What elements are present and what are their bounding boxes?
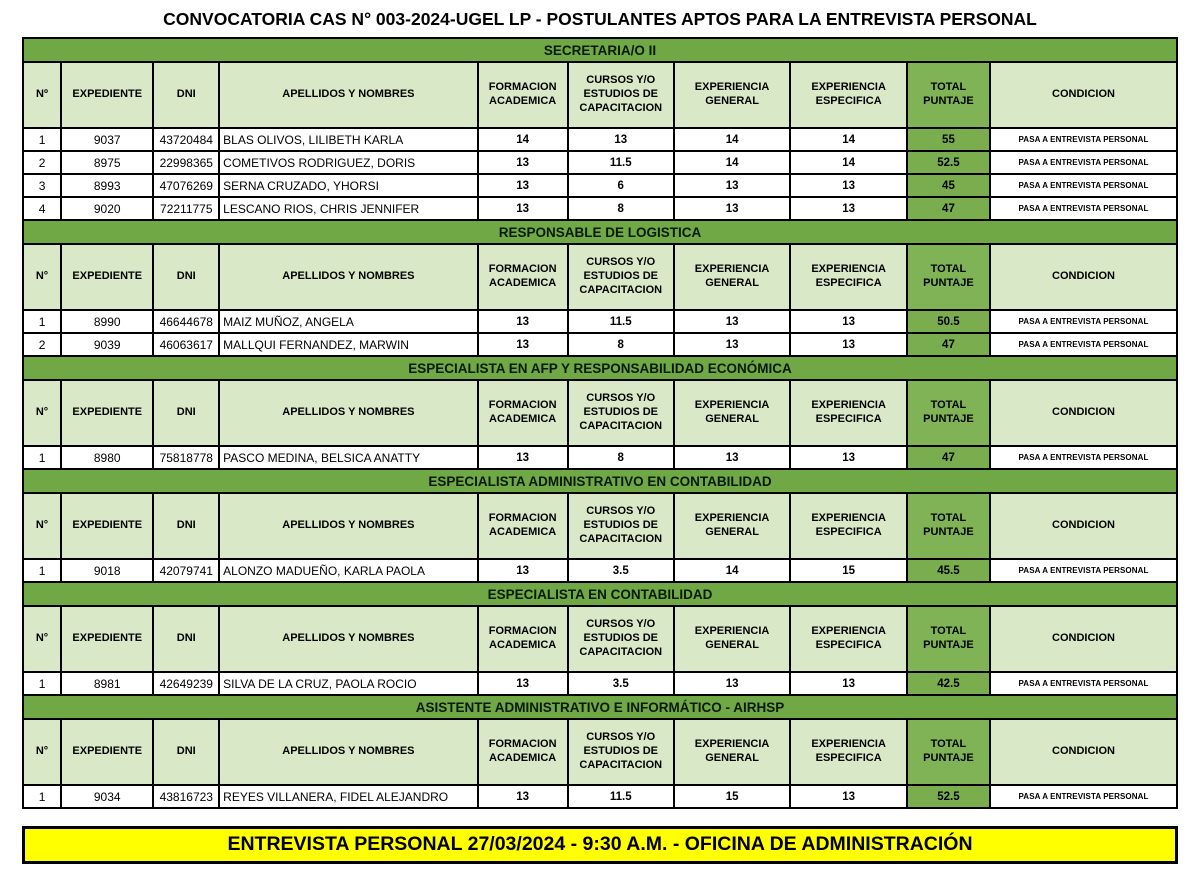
cell-dni: 43720484 bbox=[153, 128, 219, 151]
cell-total: 47 bbox=[907, 446, 990, 469]
cell-total: 52.5 bbox=[907, 151, 990, 174]
cell-cursos: 8 bbox=[568, 333, 674, 356]
column-header-dni: DNI bbox=[153, 493, 219, 559]
cell-dni: 42079741 bbox=[153, 559, 219, 582]
cell-exp_general: 13 bbox=[674, 333, 791, 356]
cell-n: 2 bbox=[23, 151, 61, 174]
column-header-dni: DNI bbox=[153, 244, 219, 310]
column-header-total: TOTAL PUNTAJE bbox=[907, 244, 990, 310]
cell-exp_especifica: 14 bbox=[790, 151, 907, 174]
page-title: CONVOCATORIA CAS N° 003-2024-UGEL LP - POSTULANTES APTOS PARA LA ENTREVISTA PERSONAL bbox=[163, 9, 1037, 29]
cell-n: 1 bbox=[23, 672, 61, 695]
column-header-exp_especifica: EXPERIENCIA ESPECIFICA bbox=[790, 244, 907, 310]
cell-formacion: 13 bbox=[478, 174, 568, 197]
cell-expediente: 8980 bbox=[61, 446, 153, 469]
column-header-condicion: CONDICION bbox=[990, 606, 1177, 672]
cell-nombre: SERNA CRUZADO, YHORSI bbox=[219, 174, 478, 197]
cell-dni: 46644678 bbox=[153, 310, 219, 333]
cell-cursos: 11.5 bbox=[568, 785, 674, 808]
cell-n: 3 bbox=[23, 174, 61, 197]
cell-dni: 75818778 bbox=[153, 446, 219, 469]
results-table-body bbox=[23, 38, 1177, 808]
table-row bbox=[23, 672, 1177, 695]
cell-dni: 47076269 bbox=[153, 174, 219, 197]
table-row bbox=[23, 446, 1177, 469]
cell-condicion: PASA A ENTREVISTA PERSONAL bbox=[990, 197, 1177, 220]
cell-exp_general: 13 bbox=[674, 174, 791, 197]
cell-exp_general: 14 bbox=[674, 559, 791, 582]
table-row bbox=[23, 151, 1177, 174]
column-header-exp_especifica: EXPERIENCIA ESPECIFICA bbox=[790, 606, 907, 672]
section-title: ESPECIALISTA ADMINISTRATIVO EN CONTABILIDAD bbox=[23, 469, 1177, 493]
column-header-nombre: APELLIDOS Y NOMBRES bbox=[219, 606, 478, 672]
cell-formacion: 13 bbox=[478, 310, 568, 333]
column-header-formacion: FORMACION ACADEMICA bbox=[478, 719, 568, 785]
cell-n: 2 bbox=[23, 333, 61, 356]
section-title: RESPONSABLE DE LOGISTICA bbox=[23, 220, 1177, 244]
column-header-formacion: FORMACION ACADEMICA bbox=[478, 244, 568, 310]
column-header-n: N° bbox=[23, 244, 61, 310]
column-header-dni: DNI bbox=[153, 719, 219, 785]
cell-nombre: ALONZO MADUEÑO, KARLA PAOLA bbox=[219, 559, 478, 582]
cell-formacion: 13 bbox=[478, 151, 568, 174]
column-header-total: TOTAL PUNTAJE bbox=[907, 62, 990, 128]
column-header-condicion: CONDICION bbox=[990, 62, 1177, 128]
cell-nombre: LESCANO RIOS, CHRIS JENNIFER bbox=[219, 197, 478, 220]
section-title: SECRETARIA/O II bbox=[23, 38, 1177, 62]
table-row bbox=[23, 559, 1177, 582]
cell-dni: 43816723 bbox=[153, 785, 219, 808]
cell-exp_especifica: 13 bbox=[790, 785, 907, 808]
cell-cursos: 11.5 bbox=[568, 151, 674, 174]
column-header-cursos: CURSOS Y/O ESTUDIOS DE CAPACITACION bbox=[568, 244, 674, 310]
cell-exp_general: 15 bbox=[674, 785, 791, 808]
cell-total: 55 bbox=[907, 128, 990, 151]
cell-formacion: 13 bbox=[478, 559, 568, 582]
cell-formacion: 13 bbox=[478, 446, 568, 469]
column-header-expediente: EXPEDIENTE bbox=[61, 380, 153, 446]
cell-condicion: PASA A ENTREVISTA PERSONAL bbox=[990, 128, 1177, 151]
cell-expediente: 8981 bbox=[61, 672, 153, 695]
column-header-row bbox=[23, 606, 1177, 672]
cell-n: 1 bbox=[23, 559, 61, 582]
column-header-formacion: FORMACION ACADEMICA bbox=[478, 493, 568, 559]
cell-cursos: 3.5 bbox=[568, 559, 674, 582]
column-header-cursos: CURSOS Y/O ESTUDIOS DE CAPACITACION bbox=[568, 606, 674, 672]
column-header-exp_especifica: EXPERIENCIA ESPECIFICA bbox=[790, 380, 907, 446]
cell-formacion: 13 bbox=[478, 333, 568, 356]
cell-nombre: PASCO MEDINA, BELSICA ANATTY bbox=[219, 446, 478, 469]
column-header-nombre: APELLIDOS Y NOMBRES bbox=[219, 62, 478, 128]
cell-total: 45 bbox=[907, 174, 990, 197]
cell-exp_especifica: 13 bbox=[790, 446, 907, 469]
column-header-exp_especifica: EXPERIENCIA ESPECIFICA bbox=[790, 493, 907, 559]
cell-expediente: 8993 bbox=[61, 174, 153, 197]
column-header-row bbox=[23, 719, 1177, 785]
table-row bbox=[23, 310, 1177, 333]
cell-exp_especifica: 14 bbox=[790, 128, 907, 151]
column-header-row bbox=[23, 62, 1177, 128]
cell-total: 45.5 bbox=[907, 559, 990, 582]
cell-cursos: 8 bbox=[568, 197, 674, 220]
cell-nombre: MALLQUI FERNANDEZ, MARWIN bbox=[219, 333, 478, 356]
column-header-exp_general: EXPERIENCIA GENERAL bbox=[674, 380, 791, 446]
cell-exp_especifica: 13 bbox=[790, 174, 907, 197]
cell-exp_general: 13 bbox=[674, 310, 791, 333]
cell-exp_general: 14 bbox=[674, 128, 791, 151]
cell-exp_general: 13 bbox=[674, 197, 791, 220]
column-header-condicion: CONDICION bbox=[990, 493, 1177, 559]
cell-condicion: PASA A ENTREVISTA PERSONAL bbox=[990, 333, 1177, 356]
table-row bbox=[23, 197, 1177, 220]
cell-n: 1 bbox=[23, 446, 61, 469]
column-header-n: Nº bbox=[23, 62, 61, 128]
column-header-total: TOTAL PUNTAJE bbox=[907, 380, 990, 446]
column-header-exp_especifica: EXPERIENCIA ESPECIFICA bbox=[790, 719, 907, 785]
interview-banner: ENTREVISTA PERSONAL 27/03/2024 - 9:30 A.M. - OFICINA DE ADMINISTRACIÓN bbox=[22, 826, 1178, 864]
cell-total: 52.5 bbox=[907, 785, 990, 808]
column-header-n: N° bbox=[23, 606, 61, 672]
cell-total: 47 bbox=[907, 333, 990, 356]
column-header-n: N° bbox=[23, 380, 61, 446]
cell-condicion: PASA A ENTREVISTA PERSONAL bbox=[990, 151, 1177, 174]
column-header-formacion: FORMACION ACADEMICA bbox=[478, 606, 568, 672]
column-header-condicion: CONDICION bbox=[990, 719, 1177, 785]
column-header-condicion: CONDICION bbox=[990, 244, 1177, 310]
cell-dni: 42649239 bbox=[153, 672, 219, 695]
column-header-nombre: APELLIDOS Y NOMBRES bbox=[219, 380, 478, 446]
column-header-nombre: APELLIDOS Y NOMBRES bbox=[219, 244, 478, 310]
column-header-cursos: CURSOS Y/O ESTUDIOS DE CAPACITACION bbox=[568, 62, 674, 128]
column-header-dni: DNI bbox=[153, 380, 219, 446]
column-header-cursos: CURSOS Y/O ESTUDIOS DE CAPACITACION bbox=[568, 380, 674, 446]
cell-cursos: 11.5 bbox=[568, 310, 674, 333]
column-header-exp_general: EXPERIENCIA GENERAL bbox=[674, 606, 791, 672]
table-row bbox=[23, 174, 1177, 197]
cell-nombre: SILVA DE LA CRUZ, PAOLA ROCIO bbox=[219, 672, 478, 695]
cell-condicion: PASA A ENTREVISTA PERSONAL bbox=[990, 785, 1177, 808]
cell-expediente: 9020 bbox=[61, 197, 153, 220]
cell-condicion: PASA A ENTREVISTA PERSONAL bbox=[990, 174, 1177, 197]
column-header-cursos: CURSOS Y/O ESTUDIOS DE CAPACITACION bbox=[568, 493, 674, 559]
cell-formacion: 13 bbox=[478, 197, 568, 220]
cell-cursos: 8 bbox=[568, 446, 674, 469]
section-title: ESPECIALISTA EN CONTABILIDAD bbox=[23, 582, 1177, 606]
column-header-expediente: EXPEDIENTE bbox=[61, 493, 153, 559]
cell-condicion: PASA A ENTREVISTA PERSONAL bbox=[990, 672, 1177, 695]
column-header-condicion: CONDICION bbox=[990, 380, 1177, 446]
column-header-expediente: EXPEDIENTE bbox=[61, 244, 153, 310]
cell-n: 4 bbox=[23, 197, 61, 220]
column-header-n: N° bbox=[23, 493, 61, 559]
section-title: ASISTENTE ADMINISTRATIVO E INFORMÁTICO - AIRHSP bbox=[23, 695, 1177, 719]
cell-n: 1 bbox=[23, 785, 61, 808]
cell-exp_general: 14 bbox=[674, 151, 791, 174]
cell-total: 50.5 bbox=[907, 310, 990, 333]
cell-nombre: BLAS OLIVOS, LILIBETH KARLA bbox=[219, 128, 478, 151]
column-header-exp_especifica: EXPERIENCIA ESPECIFICA bbox=[790, 62, 907, 128]
cell-total: 42.5 bbox=[907, 672, 990, 695]
cell-exp_especifica: 13 bbox=[790, 672, 907, 695]
column-header-row bbox=[23, 244, 1177, 310]
cell-formacion: 13 bbox=[478, 672, 568, 695]
cell-exp_especifica: 15 bbox=[790, 559, 907, 582]
column-header-exp_general: EXPERIENCIA GENERAL bbox=[674, 62, 791, 128]
column-header-exp_general: EXPERIENCIA GENERAL bbox=[674, 244, 791, 310]
column-header-exp_general: EXPERIENCIA GENERAL bbox=[674, 719, 791, 785]
cell-nombre: COMETIVOS RODRIGUEZ, DORIS bbox=[219, 151, 478, 174]
column-header-row bbox=[23, 380, 1177, 446]
column-header-row bbox=[23, 493, 1177, 559]
cell-dni: 72211775 bbox=[153, 197, 219, 220]
column-header-cursos: CURSOS Y/O ESTUDIOS DE CAPACITACION bbox=[568, 719, 674, 785]
column-header-nombre: APELLIDOS Y NOMBRES bbox=[219, 493, 478, 559]
column-header-formacion: FORMACION ACADEMICA bbox=[478, 380, 568, 446]
cell-exp_general: 13 bbox=[674, 672, 791, 695]
column-header-total: TOTAL PUNTAJE bbox=[907, 606, 990, 672]
cell-expediente: 9039 bbox=[61, 333, 153, 356]
column-header-n: N° bbox=[23, 719, 61, 785]
cell-total: 47 bbox=[907, 197, 990, 220]
cell-exp_general: 13 bbox=[674, 446, 791, 469]
table-row bbox=[23, 333, 1177, 356]
cell-condicion: PASA A ENTREVISTA PERSONAL bbox=[990, 446, 1177, 469]
cell-n: 1 bbox=[23, 310, 61, 333]
cell-formacion: 14 bbox=[478, 128, 568, 151]
column-header-dni: DNI bbox=[153, 606, 219, 672]
cell-exp_especifica: 13 bbox=[790, 310, 907, 333]
column-header-expediente: EXPEDIENTE bbox=[61, 719, 153, 785]
cell-nombre: MAIZ MUÑOZ, ANGELA bbox=[219, 310, 478, 333]
cell-formacion: 13 bbox=[478, 785, 568, 808]
cell-exp_especifica: 13 bbox=[790, 197, 907, 220]
cell-condicion: PASA A ENTREVISTA PERSONAL bbox=[990, 310, 1177, 333]
cell-dni: 22998365 bbox=[153, 151, 219, 174]
cell-dni: 46063617 bbox=[153, 333, 219, 356]
column-header-exp_general: EXPERIENCIA GENERAL bbox=[674, 493, 791, 559]
cell-condicion: PASA A ENTREVISTA PERSONAL bbox=[990, 559, 1177, 582]
cell-expediente: 9018 bbox=[61, 559, 153, 582]
results-table bbox=[22, 37, 1178, 809]
column-header-expediente: EXPEDIENTE bbox=[61, 606, 153, 672]
column-header-formacion: FORMACION ACADEMICA bbox=[478, 62, 568, 128]
column-header-dni: DNI bbox=[153, 62, 219, 128]
cell-expediente: 8975 bbox=[61, 151, 153, 174]
cell-cursos: 3.5 bbox=[568, 672, 674, 695]
table-row bbox=[23, 128, 1177, 151]
cell-expediente: 9034 bbox=[61, 785, 153, 808]
column-header-expediente: EXPEDIENTE bbox=[61, 62, 153, 128]
column-header-nombre: APELLIDOS Y NOMBRES bbox=[219, 719, 478, 785]
cell-cursos: 13 bbox=[568, 128, 674, 151]
table-row bbox=[23, 785, 1177, 808]
cell-expediente: 9037 bbox=[61, 128, 153, 151]
cell-n: 1 bbox=[23, 128, 61, 151]
column-header-total: TOTAL PUNTAJE bbox=[907, 719, 990, 785]
cell-cursos: 6 bbox=[568, 174, 674, 197]
cell-exp_especifica: 13 bbox=[790, 333, 907, 356]
cell-nombre: REYES VILLANERA, FIDEL ALEJANDRO bbox=[219, 785, 478, 808]
cell-expediente: 8990 bbox=[61, 310, 153, 333]
column-header-total: TOTAL PUNTAJE bbox=[907, 493, 990, 559]
section-title: ESPECIALISTA EN AFP Y RESPONSABILIDAD ECONÓMICA bbox=[23, 356, 1177, 380]
